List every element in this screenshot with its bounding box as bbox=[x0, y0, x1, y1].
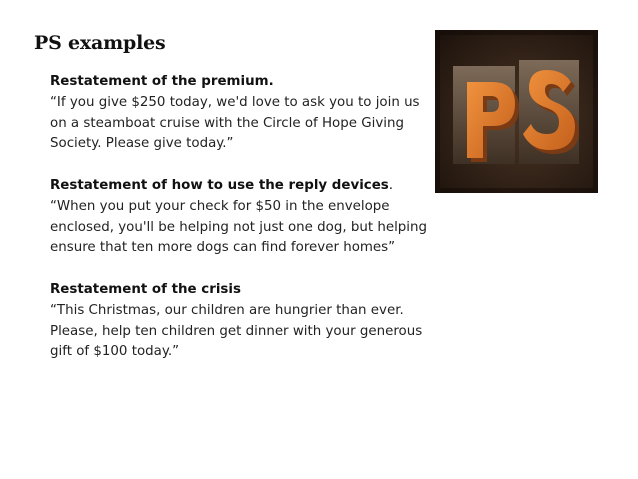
example-quote: “If you give $250 today, we'd love to ask you to join us on a steamboat cruise with the Circle of Hope Giving Society. Please give today.” bbox=[50, 94, 420, 152]
example-reply-devices bbox=[50, 176, 435, 259]
ps-letterpress-illustration bbox=[435, 30, 598, 193]
example-heading: Restatement of the premium. bbox=[50, 74, 274, 89]
example-quote: “This Christmas, our children are hungrier than ever. Please, help ten children get dinner with your generous gift of $100 today.” bbox=[50, 302, 423, 360]
slide-title: PS examples bbox=[34, 32, 166, 54]
ps-letterpress-image bbox=[435, 30, 598, 193]
example-heading: Restatement of how to use the reply devices. bbox=[50, 177, 394, 193]
example-heading: Restatement of the crisis bbox=[50, 281, 241, 297]
example-quote: “When you put your check for $50 in the envelope enclosed, you'll be helping not just one dog, but helping ensure that ten more dogs can find forever homes” bbox=[50, 198, 428, 256]
example-premium bbox=[50, 72, 435, 155]
example-crisis bbox=[50, 280, 435, 363]
examples-list bbox=[50, 72, 435, 384]
